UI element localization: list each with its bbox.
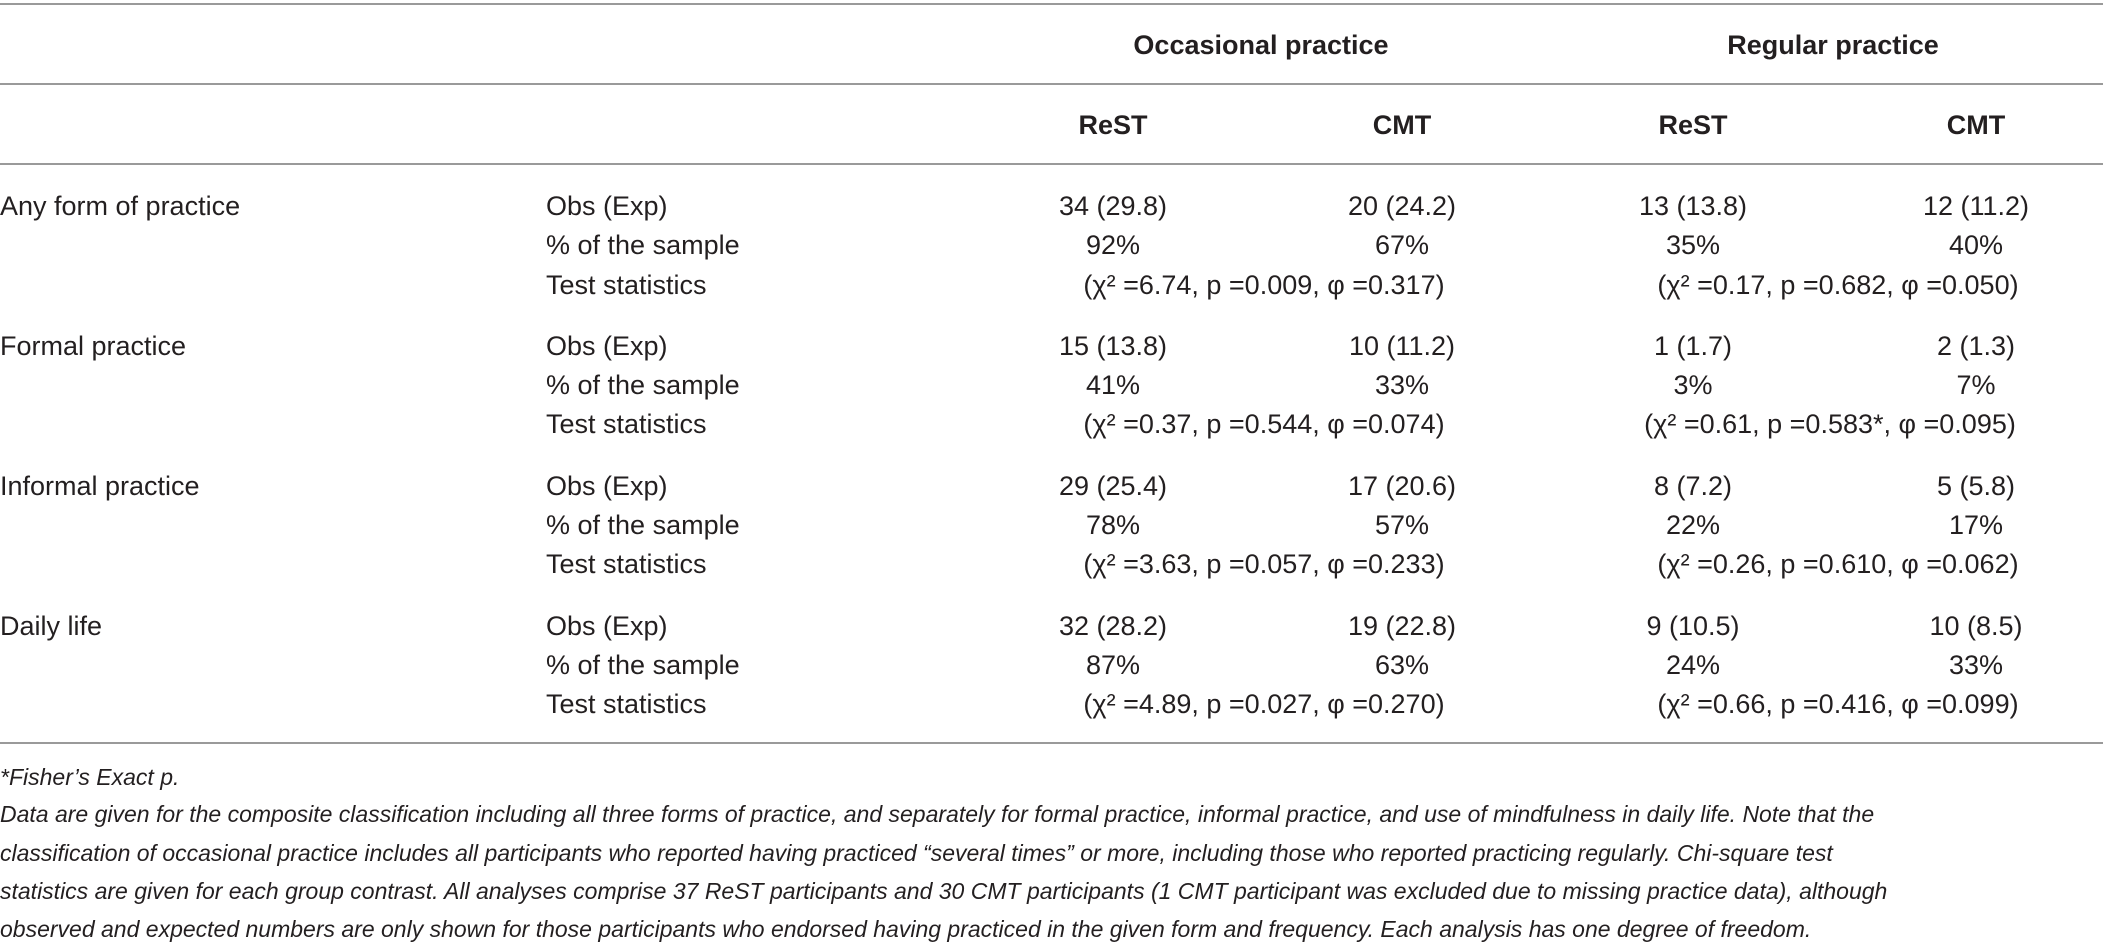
cell-pct: 40% [1948,230,2004,260]
cell-pct: 41% [1085,370,1141,400]
row-label-test: Test statistics [546,409,707,439]
cell-test-statistics: (χ² =0.26, p =0.610, φ =0.062) [1657,549,2019,579]
cell-obs: 1 (1.7) [1653,331,1733,361]
bottom-rule [0,742,2103,744]
cell-pct: 24% [1665,650,1721,680]
subheader-cmt-occasional: CMT [1372,110,1432,140]
row-label-test: Test statistics [546,689,707,719]
cell-pct: 92% [1085,230,1141,260]
cell-pct: 63% [1374,650,1430,680]
cell-obs: 19 (22.8) [1347,611,1457,641]
cell-obs: 5 (5.8) [1936,471,2016,501]
subheader-rest-occasional: ReST [1078,110,1148,140]
cell-obs: 2 (1.3) [1936,331,2016,361]
footnote-line: statistics are given for each group contrast. All analyses comprise 37 ReST participants and 30 CMT participants (1 CMT participant was excluded due to missing practice data), although [0,878,1888,904]
header-regular-practice: Regular practice [1727,30,1939,60]
footnote-fisher: *Fisher’s Exact p. [0,764,180,790]
cell-pct: 22% [1665,510,1721,540]
cell-test-statistics: (χ² =0.17, p =0.682, φ =0.050) [1657,270,2019,300]
cell-obs: 10 (8.5) [1929,611,2023,641]
cell-test-statistics: (χ² =6.74, p =0.009, φ =0.317) [1083,270,1445,300]
subheader-rest-regular: ReST [1658,110,1728,140]
section-name-daily-life: Daily life [0,611,103,641]
cell-pct: 35% [1665,230,1721,260]
row-label-pct: % of the sample [546,230,740,260]
row-label-obs: Obs (Exp) [546,611,668,641]
cell-obs: 15 (13.8) [1058,331,1168,361]
cell-obs: 29 (25.4) [1058,471,1168,501]
footnote-line: Data are given for the composite classification including all three forms of practice, and separately for formal practice, informal practice, and use of mindfulness in daily life. Note that the [0,801,1875,827]
cell-pct: 33% [1374,370,1430,400]
header-occasional-practice: Occasional practice [1133,30,1389,60]
row-label-test: Test statistics [546,270,707,300]
cell-obs: 9 (10.5) [1646,611,1740,641]
top-rule [0,3,2103,5]
row-label-pct: % of the sample [546,370,740,400]
cell-obs: 12 (11.2) [1922,191,2030,221]
footnote-line: observed and expected numbers are only shown for those participants who endorsed having practiced in the given form and frequency. Each analysis has one degree of freedom. [0,916,1812,942]
section-name-formal: Formal practice [0,331,187,361]
cell-test-statistics: (χ² =4.89, p =0.027, φ =0.270) [1083,689,1445,719]
row-label-obs: Obs (Exp) [546,191,668,221]
footnote-line: classification of occasional practice includes all participants who reported having practiced “several times” or more, including those who reported practicing regularly. Chi-square test [0,840,1833,866]
cell-obs: 20 (24.2) [1347,191,1457,221]
cell-pct: 78% [1085,510,1141,540]
cell-obs: 34 (29.8) [1058,191,1168,221]
cell-pct: 33% [1948,650,2004,680]
cell-pct: 67% [1374,230,1430,260]
cell-obs: 10 (11.2) [1348,331,1456,361]
section-name-informal: Informal practice [0,471,200,501]
cell-test-statistics: (χ² =3.63, p =0.057, φ =0.233) [1083,549,1445,579]
subheader-rule [0,163,2103,165]
row-label-test: Test statistics [546,549,707,579]
cell-pct: 3% [1673,370,1713,400]
cell-pct: 17% [1948,510,2004,540]
cell-obs: 32 (28.2) [1058,611,1168,641]
cell-obs: 17 (20.6) [1347,471,1457,501]
cell-test-statistics: (χ² =0.66, p =0.416, φ =0.099) [1657,689,2019,719]
row-label-pct: % of the sample [546,650,740,680]
subheader-cmt-regular: CMT [1946,110,2006,140]
row-label-obs: Obs (Exp) [546,331,668,361]
cell-test-statistics: (χ² =0.61, p =0.583*, φ =0.095) [1644,409,2016,439]
cell-obs: 13 (13.8) [1638,191,1748,221]
row-label-pct: % of the sample [546,510,740,540]
cell-pct: 87% [1085,650,1141,680]
group-header-rule [0,83,2103,85]
cell-test-statistics: (χ² =0.37, p =0.544, φ =0.074) [1083,409,1445,439]
row-label-obs: Obs (Exp) [546,471,668,501]
section-name-any-form: Any form of practice [0,191,241,221]
cell-pct: 57% [1374,510,1430,540]
cell-pct: 7% [1956,370,1996,400]
cell-obs: 8 (7.2) [1653,471,1733,501]
